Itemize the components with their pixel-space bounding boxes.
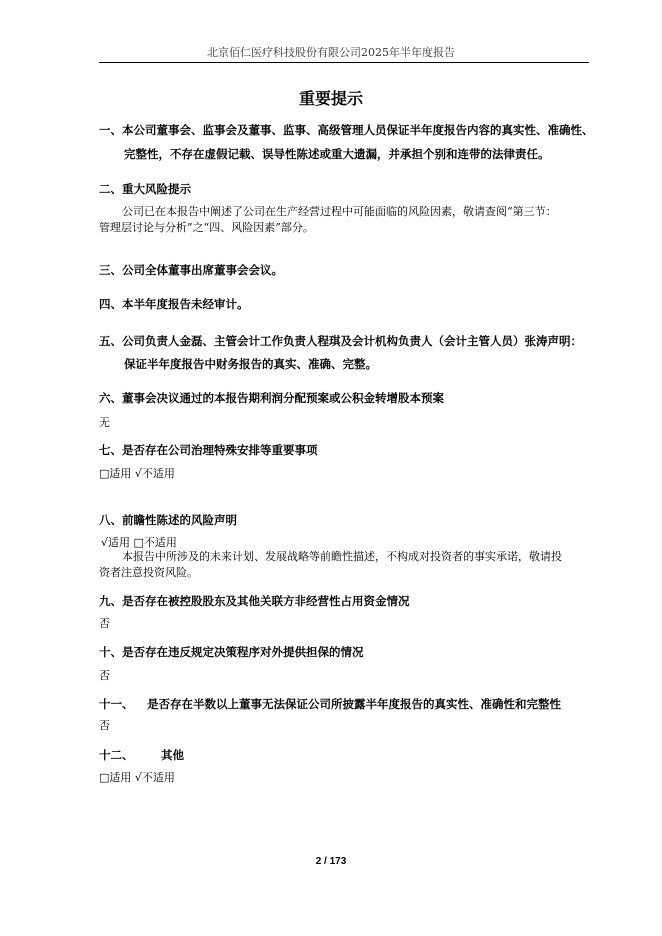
section-6-answer: 无 xyxy=(99,416,110,429)
section-9-heading: 九、是否存在被控股股东及其他关联方非经营性占用资金情况 xyxy=(99,594,410,608)
section-10-heading: 十、是否存在违反规定决策程序对外提供担保的情况 xyxy=(99,645,364,659)
section-8-heading: 八、前瞻性陈述的风险声明 xyxy=(99,513,237,527)
section-12-number: 十二、 xyxy=(99,748,134,762)
section-8-checkbox-options: √适用 □不适用 xyxy=(101,536,177,549)
section-8-text-line1: 本报告中所涉及的未来计划、发展战略等前瞻性描述，不构成对投资者的事实承诺，敬请投 xyxy=(122,550,562,563)
section-8-text-line2: 资者注意投资风险。 xyxy=(99,566,198,579)
section-1-line1: 一、本公司董事会、监事会及董事、监事、高级管理人员保证半年度报告内容的真实性、准确性、 xyxy=(99,123,594,137)
section-10-answer: 否 xyxy=(99,669,110,682)
running-header: 北京佰仁医疗科技股份有限公司2025年半年度报告 xyxy=(207,46,455,59)
section-3-heading: 三、公司全体董事出席董事会会议。 xyxy=(99,263,283,277)
section-11-number: 十一、 xyxy=(99,697,134,711)
section-2-heading: 二、重大风险提示 xyxy=(99,182,191,196)
page-title: 重要提示 xyxy=(298,89,363,108)
section-7-checkbox-options: □适用 √不适用 xyxy=(99,467,175,480)
section-5-line1: 五、公司负责人金磊、主管会计工作负责人程琪及会计机构负责人（会计主管人员）张涛声明： xyxy=(99,334,582,348)
section-1-line2: 完整性，不存在虚假记载、误导性陈述或重大遗漏，并承担个别和连带的法律责任。 xyxy=(124,147,550,161)
section-4-heading: 四、本半年度报告未经审计。 xyxy=(99,297,249,311)
section-12-checkbox-options: □适用 √不适用 xyxy=(99,771,175,784)
section-9-answer: 否 xyxy=(99,617,110,630)
section-6-heading: 六、董事会决议通过的本报告期利润分配预案或公积金转增股本预案 xyxy=(99,391,444,405)
section-2-text-line1: 公司已在本报告中阐述了公司在生产经营过程中可能面临的风险因素，敬请查阅“第三节： xyxy=(122,205,557,218)
header-rule xyxy=(99,62,589,63)
page-number: 2 / 173 xyxy=(315,856,347,867)
section-7-heading: 七、是否存在公司治理特殊安排等重要事项 xyxy=(99,443,318,457)
section-5-line2: 保证半年度报告中财务报告的真实、准确、完整。 xyxy=(124,357,377,371)
section-11-answer: 否 xyxy=(99,719,110,732)
section-12-heading: 其他 xyxy=(161,748,184,762)
section-2-text-line2: 管理层讨论与分析”之“四、风险因素”部分。 xyxy=(99,221,314,234)
section-11-heading: 是否存在半数以上董事无法保证公司所披露半年度报告的真实性、准确性和完整性 xyxy=(147,697,561,711)
